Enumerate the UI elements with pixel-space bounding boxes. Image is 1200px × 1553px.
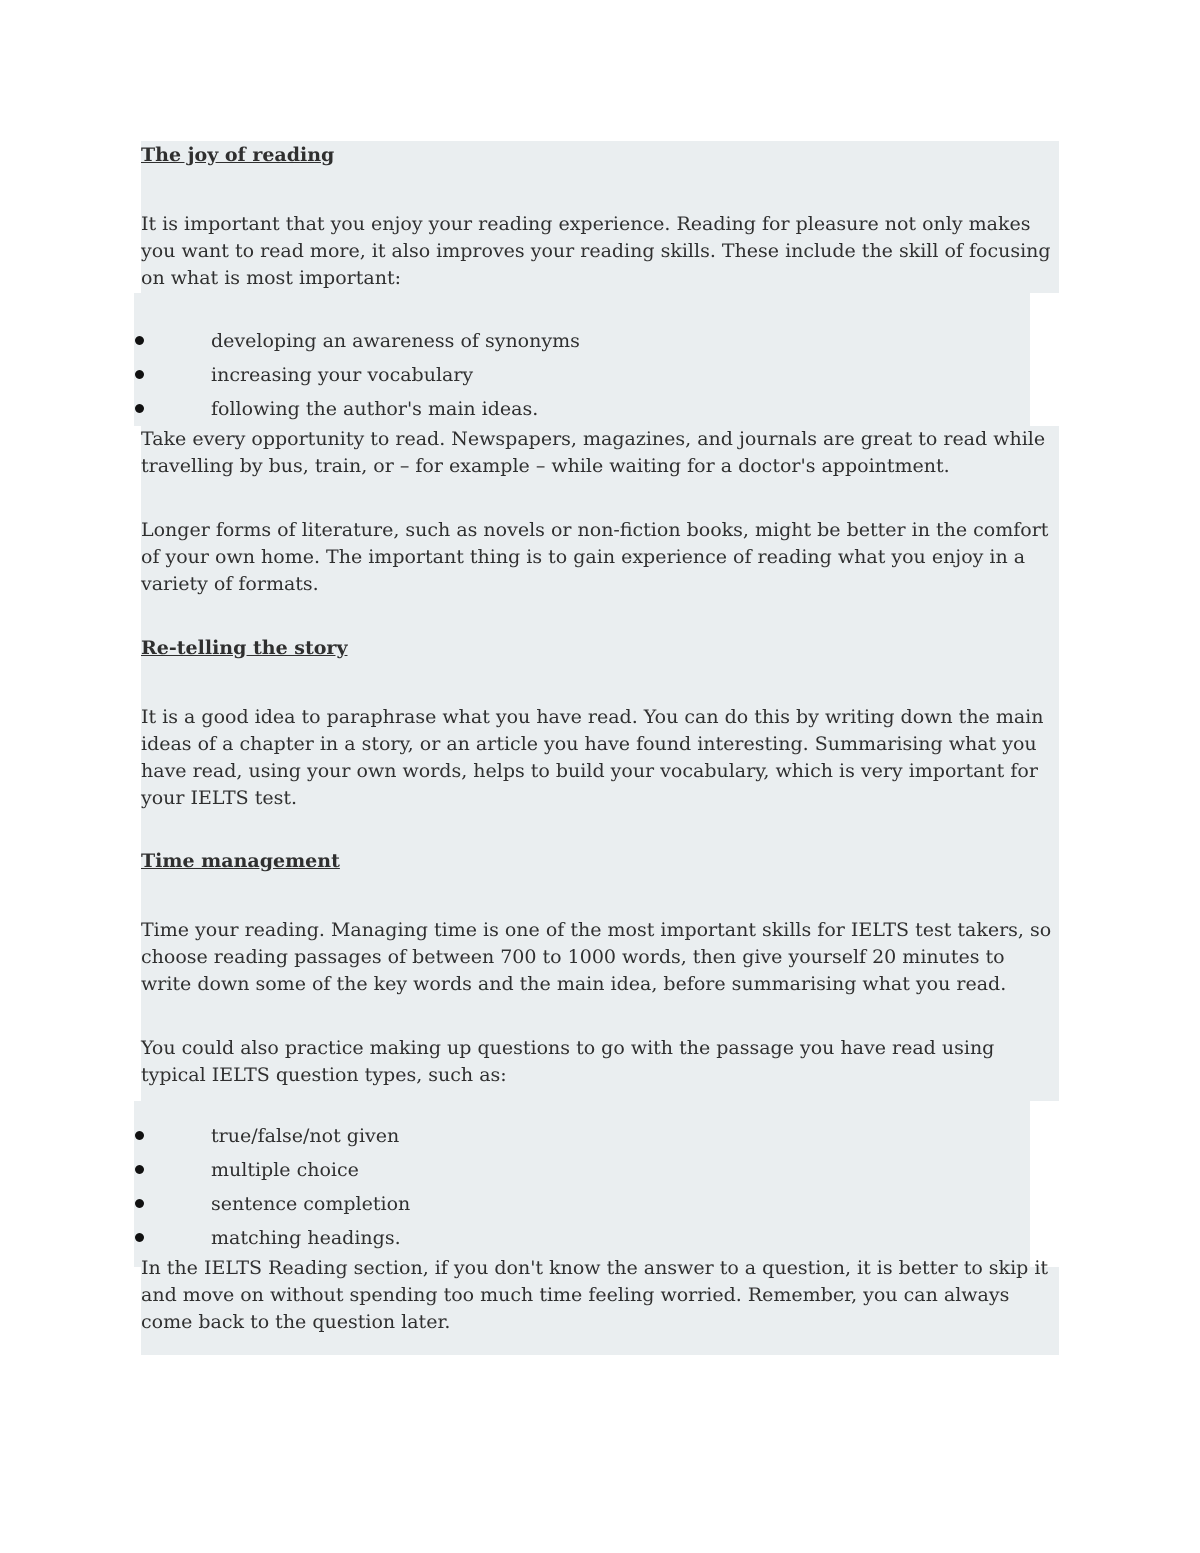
- bullet-list-joy: [134, 324, 1048, 426]
- list-item: true/false/not given: [134, 1119, 1048, 1153]
- list-item: matching headings.: [134, 1221, 1048, 1255]
- paragraph-time-1: Time your reading. Managing time is one of the most important skills for IELTS test takers, so choose reading passages of between 700 to 1000 words, then give yourself 20 minutes to write down some of the key words and the main idea, before summarising what you read.: [141, 919, 1052, 995]
- paragraph-time-3: In the IELTS Reading section, if you don't know the answer to a question, it is better to skip it and move on without spending too much time feeling worried. Remember, you can always come back to the question later.: [141, 1257, 1049, 1333]
- section-heading-retelling: Re-telling the story: [141, 637, 348, 659]
- paragraph-joy-2: Take every opportunity to read. Newspapers, magazines, and journals are great to read while travelling by bus, train, or – for example – while waiting for a doctor's appointment.: [141, 428, 1046, 477]
- paragraph-joy-intro: It is important that you enjoy your reading experience. Reading for pleasure not only makes you want to read more, it also improves your reading skills. These include the skill of focusing on what is most important:: [141, 213, 1051, 289]
- paragraph-time-2: You could also practice making up questions to go with the passage you have read using typical IELTS question types, such as:: [141, 1037, 995, 1086]
- list-item: multiple choice: [134, 1153, 1048, 1187]
- bullet-list-question-types: [134, 1119, 1048, 1255]
- list-item: increasing your vocabulary: [134, 358, 1048, 392]
- document-body: [141, 142, 1055, 1336]
- paragraph-retelling-1: It is a good idea to paraphrase what you have read. You can do this by writing down the main ideas of a chapter in a story, or an article you have found interesting. Summarising what you have read, using your own words, helps to build your vocabulary, which is very important for your IELTS test.: [141, 706, 1044, 809]
- list-item: following the author's main ideas.: [134, 392, 1048, 426]
- list-item: sentence completion: [134, 1187, 1048, 1221]
- paragraph-joy-3: Longer forms of literature, such as novels or non-fiction books, might be better in the comfort of your own home. The important thing is to gain experience of reading what you enjoy in a variety of formats.: [141, 519, 1049, 595]
- list-item: developing an awareness of synonyms: [134, 324, 1048, 358]
- section-heading-joy: The joy of reading: [141, 144, 335, 166]
- section-heading-time: Time management: [141, 850, 340, 872]
